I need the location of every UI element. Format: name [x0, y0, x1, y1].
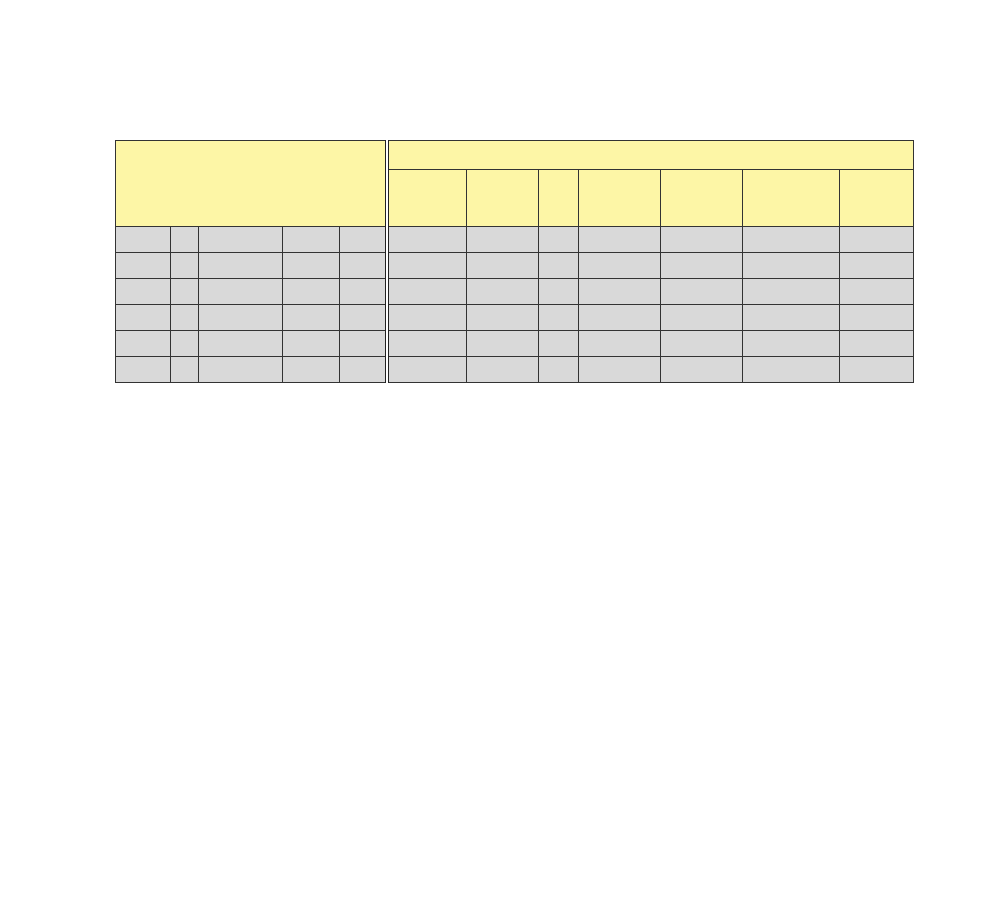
table-cell: [840, 331, 914, 357]
table-cell: [283, 253, 340, 279]
table-cell: [387, 279, 467, 305]
column-header: [467, 170, 539, 227]
model-spec-header: [387, 141, 914, 170]
spec-table-container: [115, 140, 914, 383]
table-cell: [340, 331, 387, 357]
table-cell: [116, 253, 171, 279]
table-cell: [171, 331, 199, 357]
table-cell: [283, 331, 340, 357]
table-cell: [340, 253, 387, 279]
table-row: [116, 305, 914, 331]
table-cell: [579, 331, 661, 357]
table-cell: [840, 305, 914, 331]
table-cell: [340, 227, 387, 253]
table-cell: [743, 253, 840, 279]
spec-table-body: [116, 227, 914, 383]
column-header: [579, 170, 661, 227]
table-cell: [116, 331, 171, 357]
table-cell: [116, 227, 171, 253]
table-cell: [171, 357, 199, 383]
table-cell: [116, 279, 171, 305]
column-header: [661, 170, 743, 227]
table-row: [116, 253, 914, 279]
table-cell: [743, 357, 840, 383]
table-row: [116, 279, 914, 305]
table-cell: [116, 357, 171, 383]
table-cell: [283, 305, 340, 331]
table-cell: [340, 305, 387, 331]
table-cell: [539, 357, 579, 383]
table-cell: [199, 253, 283, 279]
table-cell: [387, 357, 467, 383]
table-row: [116, 227, 914, 253]
table-cell: [579, 279, 661, 305]
table-cell: [283, 357, 340, 383]
table-cell: [467, 357, 539, 383]
column-header: [840, 170, 914, 227]
table-cell: [171, 279, 199, 305]
table-cell: [171, 253, 199, 279]
table-cell: [387, 227, 467, 253]
table-cell: [539, 305, 579, 331]
column-header: [743, 170, 840, 227]
table-cell: [539, 279, 579, 305]
table-cell: [539, 253, 579, 279]
table-cell: [661, 357, 743, 383]
table-cell: [387, 331, 467, 357]
model-type-header: [116, 141, 387, 227]
table-cell: [743, 227, 840, 253]
table-cell: [840, 279, 914, 305]
table-cell: [467, 253, 539, 279]
table-cell: [539, 227, 579, 253]
column-header: [387, 170, 467, 227]
table-cell: [661, 331, 743, 357]
table-row: [116, 357, 914, 383]
table-cell: [579, 253, 661, 279]
table-cell: [467, 305, 539, 331]
table-cell: [661, 279, 743, 305]
table-cell: [467, 279, 539, 305]
table-cell: [340, 279, 387, 305]
table-cell: [743, 279, 840, 305]
spec-table: [115, 140, 914, 383]
table-cell: [840, 253, 914, 279]
table-cell: [171, 227, 199, 253]
table-cell: [171, 305, 199, 331]
table-cell: [199, 279, 283, 305]
table-cell: [840, 227, 914, 253]
table-cell: [467, 227, 539, 253]
table-cell: [467, 331, 539, 357]
table-cell: [199, 227, 283, 253]
column-header: [539, 170, 579, 227]
table-cell: [116, 305, 171, 331]
table-cell: [387, 253, 467, 279]
table-cell: [579, 305, 661, 331]
table-row: [116, 331, 914, 357]
table-cell: [661, 227, 743, 253]
table-cell: [199, 357, 283, 383]
table-cell: [579, 357, 661, 383]
table-cell: [661, 305, 743, 331]
table-cell: [199, 331, 283, 357]
table-cell: [283, 227, 340, 253]
table-cell: [743, 305, 840, 331]
table-cell: [661, 253, 743, 279]
table-cell: [579, 227, 661, 253]
table-cell: [539, 331, 579, 357]
table-cell: [840, 357, 914, 383]
table-cell: [743, 331, 840, 357]
table-cell: [283, 279, 340, 305]
table-cell: [199, 305, 283, 331]
table-cell: [340, 357, 387, 383]
table-cell: [387, 305, 467, 331]
